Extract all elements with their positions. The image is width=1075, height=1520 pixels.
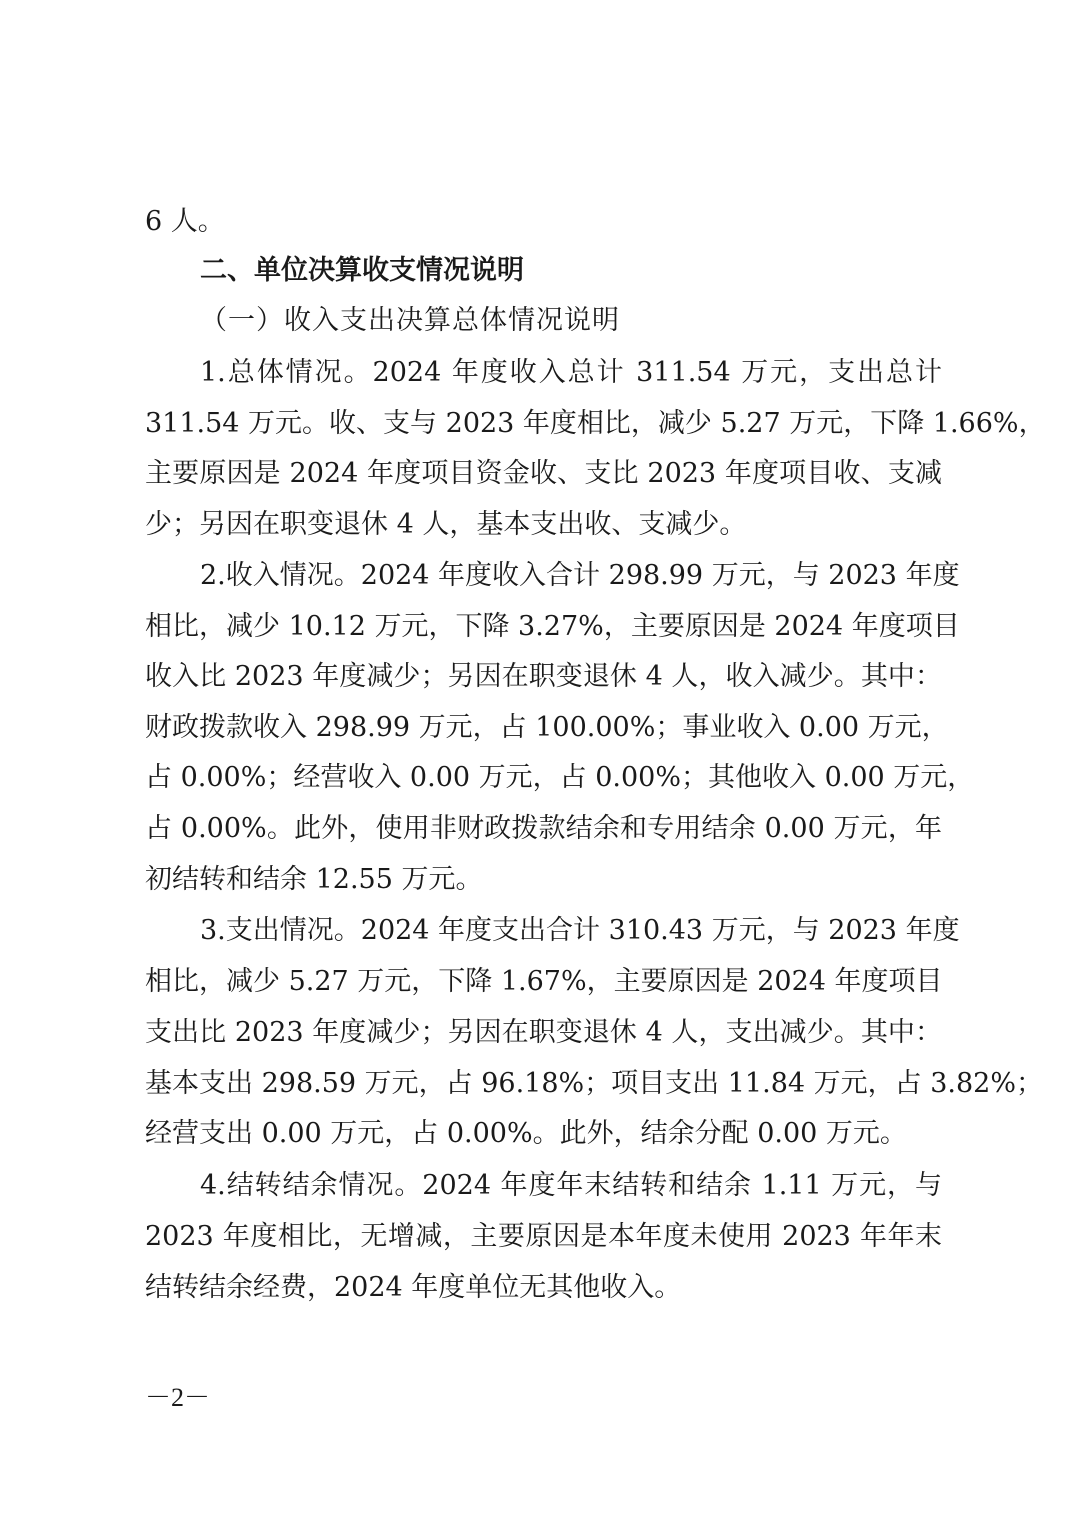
paragraph-line: 初结转和结余 12.55 万元。 bbox=[145, 864, 483, 895]
paragraph-line: 基本支出 298.59 万元，占 96.18%；项目支出 11.84 万元，占 3.82%； bbox=[145, 1068, 1043, 1099]
paragraph-line: 少；另因在职变退休 4 人，基本支出收、支减少。 bbox=[145, 509, 747, 540]
paragraph-line: 支出比 2023 年度减少；另因在职变退休 4 人，支出减少。其中： bbox=[145, 1017, 942, 1048]
paragraph-line: 占 0.00%。此外，使用非财政拨款结余和专用结余 0.00 万元，年 bbox=[145, 813, 942, 844]
paragraph-line: 财政拨款收入 298.99 万元，占 100.00%；事业收入 0.00 万元， bbox=[145, 712, 949, 743]
paragraph-line: 占 0.00%；经营收入 0.00 万元，占 0.00%；其他收入 0.00 万元， bbox=[145, 762, 975, 793]
paragraph-line: 2023 年度相比，无增减，主要原因是本年度未使用 2023 年年末 bbox=[145, 1221, 942, 1252]
text-line: 6 人。 bbox=[145, 206, 225, 237]
subsection-heading: （一）收入支出决算总体情况说明 bbox=[200, 305, 620, 336]
paragraph-line: 收入比 2023 年度减少；另因在职变退休 4 人，收入减少。其中： bbox=[145, 661, 942, 692]
paragraph-line: 3.支出情况。2024 年度支出合计 310.43 万元，与 2023 年度 bbox=[200, 915, 960, 946]
paragraph-line: 1.总体情况。2024 年度收入总计 311.54 万元，支出总计 bbox=[200, 357, 942, 388]
paragraph-line: 主要原因是 2024 年度项目资金收、支比 2023 年度项目收、支减 bbox=[145, 458, 942, 489]
paragraph-line: 2.收入情况。2024 年度收入合计 298.99 万元，与 2023 年度 bbox=[200, 560, 960, 591]
page-number: －2－ bbox=[145, 1383, 211, 1412]
section-heading: 二、单位决算收支情况说明 bbox=[200, 255, 524, 286]
paragraph-line: 相比，减少 5.27 万元，下降 1.67%，主要原因是 2024 年度项目 bbox=[145, 966, 943, 997]
paragraph-line: 311.54 万元。收、支与 2023 年度相比，减少 5.27 万元，下降 1.66%， bbox=[145, 408, 1046, 439]
paragraph-line: 相比，减少 10.12 万元，下降 3.27%，主要原因是 2024 年度项目 bbox=[145, 611, 960, 642]
paragraph-line: 4.结转结余情况。2024 年度年末结转和结余 1.11 万元，与 bbox=[200, 1170, 942, 1201]
paragraph-line: 经营支出 0.00 万元，占 0.00%。此外，结余分配 0.00 万元。 bbox=[145, 1118, 907, 1149]
paragraph-line: 结转结余经费，2024 年度单位无其他收入。 bbox=[145, 1272, 682, 1303]
